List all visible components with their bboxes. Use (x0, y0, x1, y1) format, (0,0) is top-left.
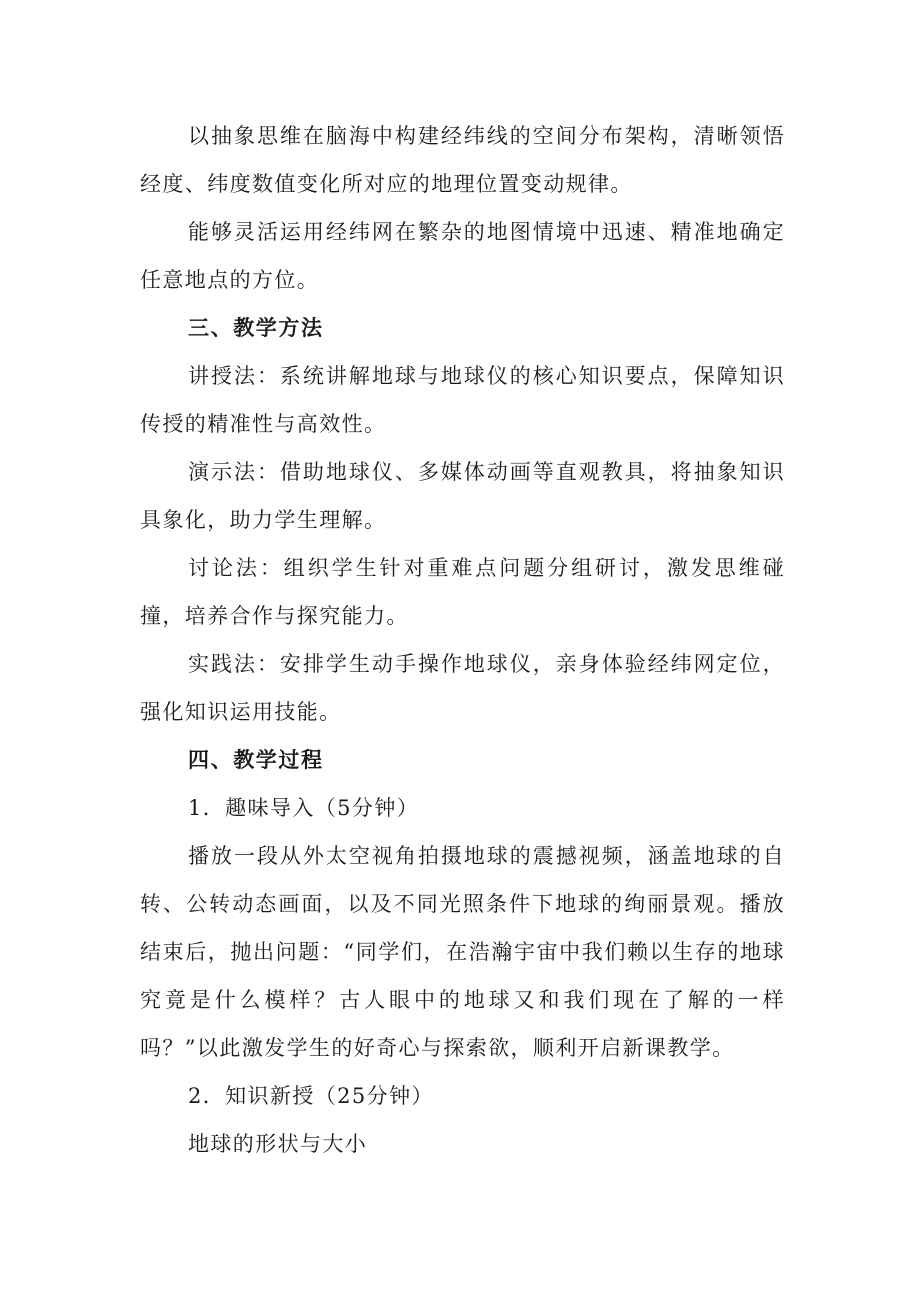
method-lecture: 讲授法：系统讲解地球与地球仪的核心知识要点，保障知识传授的精准性与高效性。 (140, 364, 785, 436)
step-title-intro: 1．趣味导入（5分钟） (188, 796, 420, 820)
document-page (140, 112, 785, 1168)
step-title-new-knowledge: 2．知识新授（25分钟） (188, 1084, 434, 1108)
section-heading-teaching-methods: 三、教学方法 (188, 316, 324, 340)
paragraph-abstract-thinking: 以抽象思维在脑海中构建经纬线的空间分布架构，清晰领悟经度、纬度数值变化所对应的地理位置变动规律。 (140, 124, 785, 196)
step-body-intro: 播放一段从外太空视角拍摄地球的震撼视频，涵盖地球的自转、公转动态画面，以及不同光照条件下地球的绚丽景观。播放结束后，抛出问题：“同学们，在浩瀚宇宙中我们赖以生存的地球究竟是什么模样？古人眼中的地球又和我们现在了解的一样吗？”以此激发学生的好奇心与探索欲，顺利开启新课教学。 (140, 844, 785, 1060)
method-demonstration: 演示法：借助地球仪、多媒体动画等直观教具，将抽象知识具象化，助力学生理解。 (140, 460, 785, 532)
subheading-earth-shape-size: 地球的形状与大小 (188, 1132, 368, 1156)
method-practice: 实践法：安排学生动手操作地球仪，亲身体验经纬网定位，强化知识运用技能。 (140, 652, 785, 724)
paragraph-apply-graticule: 能够灵活运用经纬网在繁杂的地图情境中迅速、精准地确定任意地点的方位。 (140, 220, 785, 292)
section-heading-teaching-process: 四、教学过程 (188, 748, 324, 772)
method-discussion: 讨论法：组织学生针对重难点问题分组研讨，激发思维碰撞，培养合作与探究能力。 (140, 556, 785, 628)
